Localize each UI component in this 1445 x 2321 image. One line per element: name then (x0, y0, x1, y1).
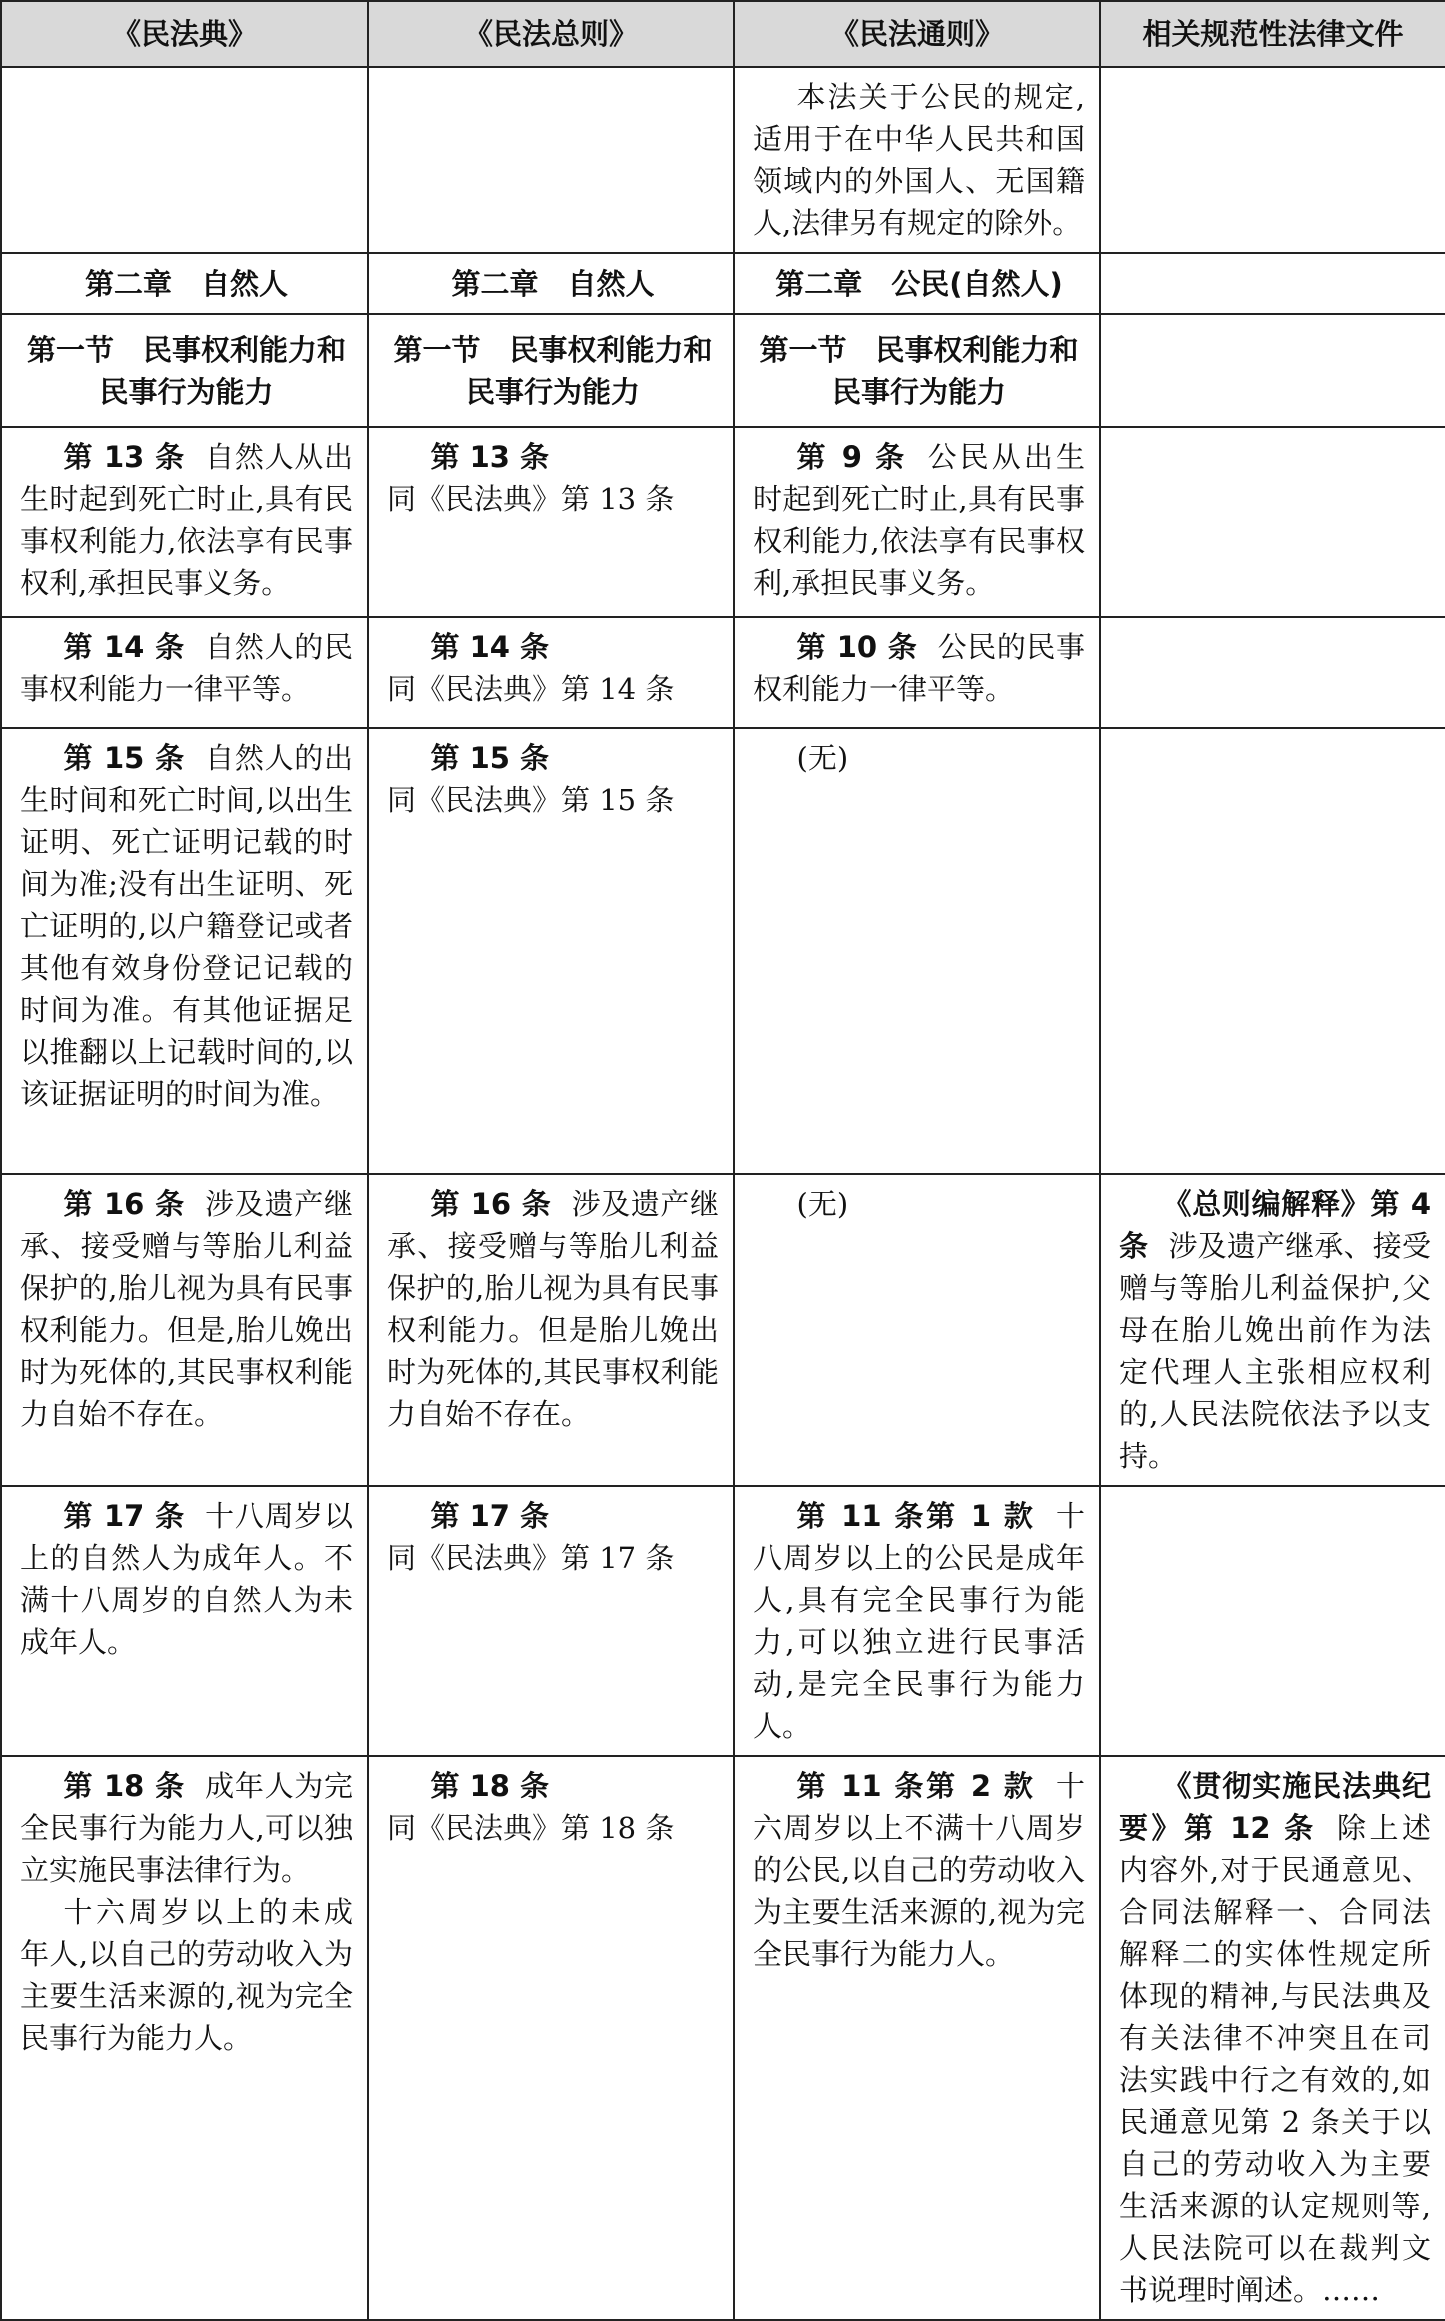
section-zongze: 第一节 民事权利能力和民事行为能力 (368, 314, 734, 427)
cell-tongze (734, 617, 1100, 728)
article-text: 涉及遗产继承、接受赠与等胎儿利益保护的,胎儿视为具有民事权利能力。但是,胎儿娩出时为死体的,其民事权利能力自始不存在。 (20, 1187, 353, 1431)
article-text: 同《民法典》第 17 条 (387, 1541, 675, 1575)
cell-tongze (734, 1756, 1100, 2320)
article-number: 第 15 条 (63, 741, 185, 775)
header-minfadian: 《民法典》 (1, 1, 368, 67)
article-text: 成年人为完全民事行为能力人,可以独立实施民事法律行为。 (20, 1769, 353, 1887)
article-number: 第 13 条 (430, 440, 550, 474)
article-text: 涉及遗产继承、接受赠与等胎儿利益保护,父母在胎儿娩出前作为法定代理人主张相应权利的,人民法院依法予以支持。 (1119, 1229, 1431, 1473)
cell-zongze (368, 427, 734, 617)
cell-zongze (368, 728, 734, 1174)
cell-minfadian (1, 728, 368, 1174)
article-text: 涉及遗产继承、接受赠与等胎儿利益保护的,胎儿视为具有民事权利能力。但是胎儿娩出时为死体的,其民事权利能力自始不存在。 (387, 1187, 719, 1431)
article-number: 第 10 条 (796, 630, 918, 664)
article-text: 除上述内容外,对于民通意见、合同法解释一、合同法解释二的实体性规定所体现的精神,与民法典及有关法律不冲突且在司法实践中行之有效的,如民通意见第 2 条关于以自己的劳动收入为主要生活来源的认定规则等,人民法院可以在裁判文书说理时阐述。…… (1119, 1811, 1431, 2307)
article-text: 自然人的出生时间和死亡时间,以出生证明、死亡证明记载的时间为准;没有出生证明、死亡证明的,以户籍登记或者其他有效身份登记记载的时间为准。有其他证据足以推翻以上记载时间的,以该证据证明的时间为准。 (20, 741, 353, 1111)
cell-minfadian (1, 1174, 368, 1486)
article-number: 第 11 条第 2 款 (796, 1769, 1036, 1803)
article-number: 第 14 条 (63, 630, 185, 664)
article-number: 第 18 条 (430, 1769, 550, 1803)
article-number: 第 18 条 (63, 1769, 185, 1803)
article-text: (无) (796, 741, 849, 775)
cell-related (1100, 617, 1445, 728)
article-number: 第 14 条 (430, 630, 550, 664)
cell-zongze (368, 1756, 734, 2320)
article-number: 第 15 条 (430, 741, 550, 775)
article-number: 第 9 条 (796, 440, 908, 474)
article-number: 第 17 条 (63, 1499, 185, 1533)
header-row (1, 1, 1445, 67)
table-row (1, 728, 1445, 1174)
chapter-tongze: 第二章 公民(自然人) (734, 253, 1100, 314)
intro-tongze-text: 本法关于公民的规定,适用于在中华人民共和国领域内的外国人、无国籍人,法律另有规定的除外。 (753, 80, 1085, 240)
table-row (1, 1174, 1445, 1486)
cell-tongze (734, 1486, 1100, 1756)
cell-related (1100, 728, 1445, 1174)
article-number: 第 17 条 (430, 1499, 550, 1533)
article-text: (无) (796, 1187, 849, 1221)
header-tongze: 《民法通则》 (734, 1, 1100, 67)
article-text-paragraph-2: 十六周岁以上的未成年人,以自己的劳动收入为主要生活来源的,视为完全民事行为能力人。 (20, 1895, 353, 2055)
chapter-row (1, 253, 1445, 314)
section-related (1100, 314, 1445, 427)
cell-zongze (368, 1174, 734, 1486)
section-row (1, 314, 1445, 427)
section-minfadian: 第一节 民事权利能力和民事行为能力 (1, 314, 368, 427)
chapter-related (1100, 253, 1445, 314)
article-number: 第 13 条 (63, 440, 185, 474)
article-number: 第 16 条 (430, 1187, 552, 1221)
cell-zongze (368, 617, 734, 728)
intro-zongze (368, 67, 734, 253)
cell-related (1100, 1486, 1445, 1756)
article-number: 《总则编解释》第 4 条 (1119, 1187, 1431, 1263)
article-text: 自然人的民事权利能力一律平等。 (20, 630, 353, 706)
intro-related (1100, 67, 1445, 253)
chapter-minfadian: 第二章 自然人 (1, 253, 368, 314)
article-text: 十六周岁以上不满十八周岁的公民,以自己的劳动收入为主要生活来源的,视为完全民事行为能力人。 (753, 1769, 1085, 1971)
article-text: 公民从出生时起到死亡时止,具有民事权利能力,依法享有民事权利,承担民事义务。 (753, 440, 1085, 600)
cell-related (1100, 427, 1445, 617)
chapter-zongze: 第二章 自然人 (368, 253, 734, 314)
article-text: 同《民法典》第 13 条 (387, 482, 675, 516)
article-text: 自然人从出生时起到死亡时止,具有民事权利能力,依法享有民事权利,承担民事义务。 (20, 440, 353, 600)
article-text: 同《民法典》第 18 条 (387, 1811, 675, 1845)
cell-minfadian (1, 427, 368, 617)
table-row (1, 427, 1445, 617)
article-text: 公民的民事权利能力一律平等。 (753, 630, 1085, 706)
cell-related (1100, 1756, 1445, 2320)
table-row (1, 617, 1445, 728)
article-text: 同《民法典》第 15 条 (387, 783, 675, 817)
intro-minfadian (1, 67, 368, 253)
cell-tongze (734, 1174, 1100, 1486)
article-text: 同《民法典》第 14 条 (387, 672, 675, 706)
cell-tongze (734, 427, 1100, 617)
cell-minfadian (1, 1486, 368, 1756)
article-text: 十八周岁以上的自然人为成年人。不满十八周岁的自然人为未成年人。 (20, 1499, 353, 1659)
cell-related (1100, 1174, 1445, 1486)
header-zongze: 《民法总则》 (368, 1, 734, 67)
intro-tongze (734, 67, 1100, 253)
table-row (1, 1756, 1445, 2320)
article-number: 第 16 条 (63, 1187, 185, 1221)
article-number: 《贯彻实施民法典纪要》第 12 条 (1119, 1769, 1431, 1845)
header-related: 相关规范性法律文件 (1100, 1, 1445, 67)
cell-zongze (368, 1486, 734, 1756)
cell-tongze (734, 728, 1100, 1174)
article-text: 十八周岁以上的公民是成年人,具有完全民事行为能力,可以独立进行民事活动,是完全民事行为能力人。 (753, 1499, 1085, 1743)
article-number: 第 11 条第 1 款 (796, 1499, 1036, 1533)
table-row (1, 1486, 1445, 1756)
cell-minfadian (1, 617, 368, 728)
section-tongze: 第一节 民事权利能力和民事行为能力 (734, 314, 1100, 427)
cell-minfadian (1, 1756, 368, 2320)
intro-row (1, 67, 1445, 253)
